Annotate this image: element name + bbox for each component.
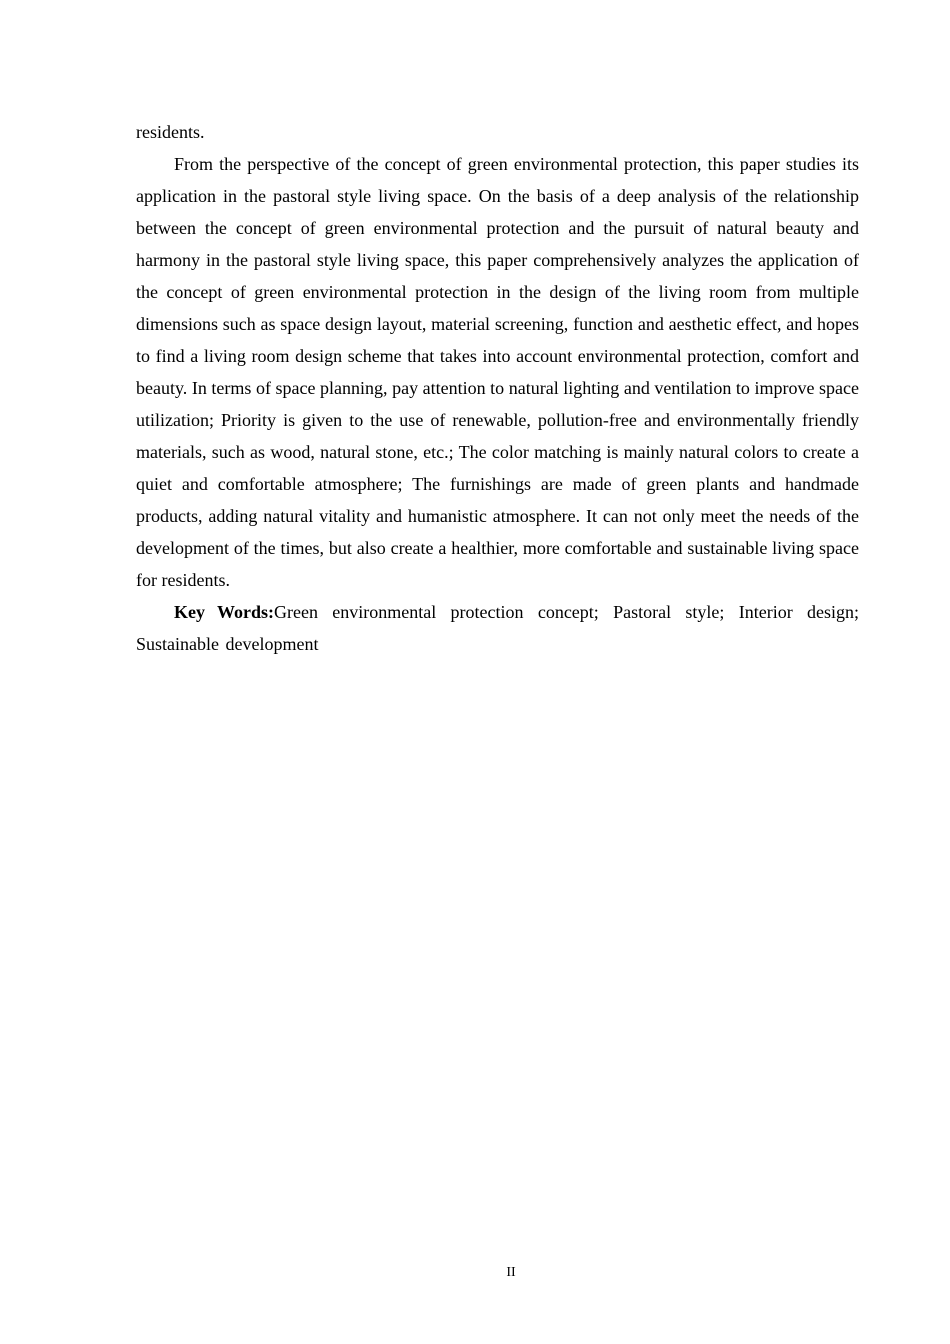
page-number: II bbox=[506, 1265, 516, 1280]
continuation-line: residents. bbox=[136, 122, 205, 142]
keywords-line bbox=[136, 596, 859, 660]
keywords-text: Green environmental protection concept; Pastoral style; Interior design; Sustainable development bbox=[136, 602, 859, 654]
keywords-label: Key Words: bbox=[174, 602, 274, 622]
abstract-paragraph: From the perspective of the concept of green environmental protection, this paper studies its application in the pastoral style living space. On the basis of a deep analysis of the relationship between the concept of green environmental protection and the pursuit of natural beauty and harmony in the pastoral style living space, this paper comprehensively analyzes the application of the concept of green environmental protection in the design of the living room from multiple dimensions such as space design layout, material screening, function and aesthetic effect, and hopes to find a living room design scheme that takes into account environmental protection, comfort and beauty. In terms of space planning, pay attention to natural lighting and ventilation to improve space utilization; Priority is given to the use of renewable, pollution-free and environmentally friendly materials, such as wood, natural stone, etc.; The color matching is mainly natural colors to create a quiet and comfortable atmosphere; The furnishings are made of green plants and handmade products, adding natural vitality and humanistic atmosphere. It can not only meet the needs of the development of the times, but also create a healthier, more comfortable and sustainable living space for residents. bbox=[136, 154, 859, 590]
abstract-body bbox=[136, 116, 859, 660]
